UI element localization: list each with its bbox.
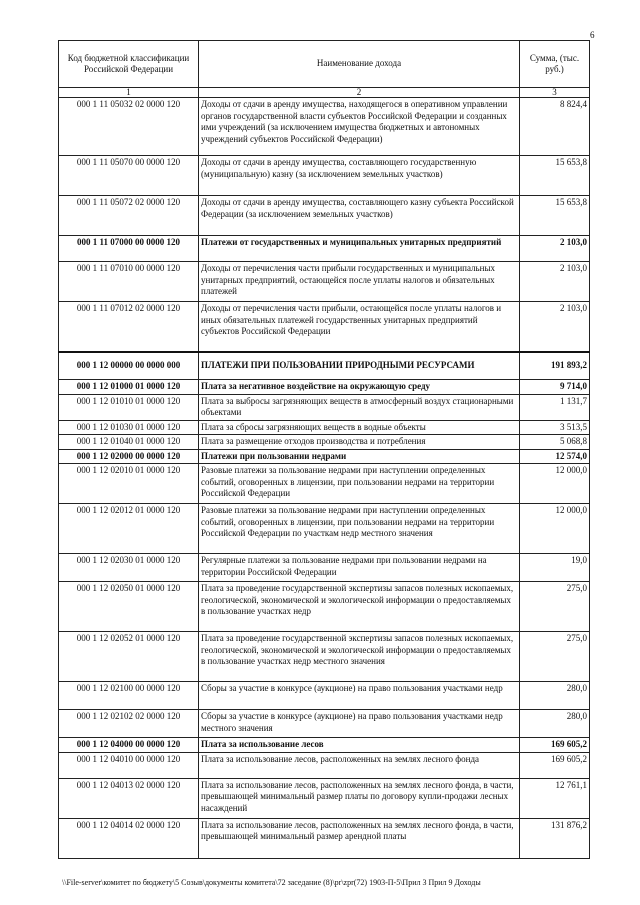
row-code: 000 1 11 05032 02 0000 120 — [59, 98, 199, 156]
row-sum: 191 893,2 — [520, 352, 590, 380]
revenue-table — [58, 40, 590, 859]
row-sum: 2 103,0 — [520, 262, 590, 302]
row-code: 000 1 12 02052 01 0000 120 — [59, 632, 199, 682]
column-numbers-row — [59, 88, 590, 98]
page-number: 6 — [590, 30, 595, 40]
header-code: Код бюджетной классификации Российской Федерации — [59, 41, 199, 88]
row-code: 000 1 11 05070 00 0000 120 — [59, 156, 199, 196]
row-name: Платежи от государственных и муниципальных унитарных предприятий — [199, 236, 520, 262]
row-name: Плата за выбросы загрязняющих веществ в атмосферный воздух стационарными объектами — [199, 394, 520, 420]
row-code: 000 1 12 04000 00 0000 120 — [59, 738, 199, 753]
row-sum: 1 131,7 — [520, 394, 590, 420]
row-sum: 12 574,0 — [520, 449, 590, 464]
row-code: 000 1 12 02030 01 0000 120 — [59, 554, 199, 582]
row-name: Доходы от сдачи в аренду имущества, составляющего государственную (муниципальную) казну (за исключением земельных участков) — [199, 156, 520, 196]
row-sum: 3 513,5 — [520, 420, 590, 435]
row-name: Доходы от сдачи в аренду имущества, находящегося в оперативном управлении органов государственной власти субъектов Российской Федерации и созданных ими учреждений (за исключением имущества бюджетных и автономных учреждений субъектов Российской Федерации) — [199, 98, 520, 156]
row-name: Плата за использование лесов, расположенных на землях лесного фонда, в части, превышающей минимальный размер платы по договору купли-продажи лесных насаждений — [199, 778, 520, 818]
row-name: Разовые платежи за пользование недрами при наступлении определенных событий, оговоренных в лицензии, при пользовании недрами на территории Российской Федерации — [199, 464, 520, 504]
row-name: Плата за размещение отходов производства и потребления — [199, 435, 520, 450]
row-name: Доходы от перечисления части прибыли, остающейся после уплаты налогов и иных обязательных платежей государственных унитарных предприятий субъектов Российской Федерации — [199, 302, 520, 352]
table-row — [59, 380, 590, 395]
table-row — [59, 420, 590, 435]
file-path-footer: \\File-server\комитет по бюджету\5 Созыв\документы комитета\72 заседание (8)\pr\zpr(72) 1903-П-5\Прил 3 Прил 9 Доходы — [62, 878, 481, 887]
row-code: 000 1 12 01040 01 0000 120 — [59, 435, 199, 450]
row-sum: 12 000,0 — [520, 504, 590, 554]
table-row — [59, 262, 590, 302]
row-sum: 12 761,1 — [520, 778, 590, 818]
row-name: Плата за использование лесов, расположенных на землях лесного фонда, в части, превышающей минимальный размер арендной платы — [199, 818, 520, 858]
row-name: Сборы за участие в конкурсе (аукционе) на право пользования участками недр — [199, 682, 520, 710]
row-name: Плата за негативное воздействие на окружающую среду — [199, 380, 520, 395]
row-sum: 9 714,0 — [520, 380, 590, 395]
row-sum: 169 605,2 — [520, 752, 590, 778]
row-sum: 280,0 — [520, 710, 590, 738]
row-code: 000 1 11 07012 02 0000 120 — [59, 302, 199, 352]
row-sum: 2 103,0 — [520, 302, 590, 352]
row-sum: 12 000,0 — [520, 464, 590, 504]
row-name: Платежи при пользовании недрами — [199, 449, 520, 464]
row-code: 000 1 11 07000 00 0000 120 — [59, 236, 199, 262]
row-code: 000 1 11 05072 02 0000 120 — [59, 196, 199, 236]
table-row — [59, 818, 590, 858]
row-code: 000 1 12 02000 00 0000 120 — [59, 449, 199, 464]
row-name: ПЛАТЕЖИ ПРИ ПОЛЬЗОВАНИИ ПРИРОДНЫМИ РЕСУРСАМИ — [199, 352, 520, 380]
table-row — [59, 196, 590, 236]
table-row — [59, 752, 590, 778]
row-sum: 131 876,2 — [520, 818, 590, 858]
row-name: Плата за сбросы загрязняющих веществ в водные объекты — [199, 420, 520, 435]
table-row — [59, 778, 590, 818]
row-code: 000 1 12 02102 02 0000 120 — [59, 710, 199, 738]
table-row — [59, 394, 590, 420]
header-sum: Сумма, (тыс. руб.) — [520, 41, 590, 88]
row-sum: 275,0 — [520, 632, 590, 682]
table-row — [59, 435, 590, 450]
table-row — [59, 464, 590, 504]
table-row — [59, 236, 590, 262]
row-sum: 2 103,0 — [520, 236, 590, 262]
table-header-row — [59, 41, 590, 88]
row-name: Плата за использование лесов, расположенных на землях лесного фонда — [199, 752, 520, 778]
row-sum: 15 653,8 — [520, 196, 590, 236]
table-row — [59, 302, 590, 352]
row-code: 000 1 12 01010 01 0000 120 — [59, 394, 199, 420]
row-name: Разовые платежи за пользование недрами при наступлении определенных событий, оговоренных в лицензии, при пользовании недрами на территории Российской Федерации по участкам недр местного значения — [199, 504, 520, 554]
table-row — [59, 554, 590, 582]
table-row — [59, 449, 590, 464]
row-code: 000 1 12 01030 01 0000 120 — [59, 420, 199, 435]
row-name: Плата за проведение государственной экспертизы запасов полезных ископаемых, геологической, экономической и экологической информации о предоставляемых в пользование участках недр — [199, 582, 520, 632]
row-code: 000 1 12 02050 01 0000 120 — [59, 582, 199, 632]
row-sum: 8 824,4 — [520, 98, 590, 156]
row-name: Плата за использование лесов — [199, 738, 520, 753]
row-sum: 19,0 — [520, 554, 590, 582]
row-name: Доходы от сдачи в аренду имущества, составляющего казну субъекта Российской Федерации (за исключением земельных участков) — [199, 196, 520, 236]
row-code: 000 1 12 02100 00 0000 120 — [59, 682, 199, 710]
row-code: 000 1 12 04014 02 0000 120 — [59, 818, 199, 858]
table-row — [59, 632, 590, 682]
row-code: 000 1 11 07010 00 0000 120 — [59, 262, 199, 302]
row-code: 000 1 12 02010 01 0000 120 — [59, 464, 199, 504]
row-code: 000 1 12 04010 00 0000 120 — [59, 752, 199, 778]
table-row — [59, 352, 590, 380]
row-name: Сборы за участие в конкурсе (аукционе) на право пользования участками недр местного значения — [199, 710, 520, 738]
row-sum: 15 653,8 — [520, 156, 590, 196]
column-number-2: 2 — [199, 88, 520, 98]
row-name: Плата за проведение государственной экспертизы запасов полезных ископаемых, геологической, экономической и экологической информации о предоставляемых в пользование участках недр местного значения — [199, 632, 520, 682]
row-sum: 5 068,8 — [520, 435, 590, 450]
column-number-1: 1 — [59, 88, 199, 98]
column-number-3: 3 — [520, 88, 590, 98]
header-name: Наименование дохода — [199, 41, 520, 88]
table-row — [59, 98, 590, 156]
table-row — [59, 710, 590, 738]
row-name: Регулярные платежи за пользование недрами при пользовании недрами на территории Российской Федерации — [199, 554, 520, 582]
row-code: 000 1 12 02012 01 0000 120 — [59, 504, 199, 554]
row-sum: 275,0 — [520, 582, 590, 632]
row-sum: 280,0 — [520, 682, 590, 710]
row-code: 000 1 12 00000 00 0000 000 — [59, 352, 199, 380]
table-row — [59, 504, 590, 554]
table-row — [59, 156, 590, 196]
row-name: Доходы от перечисления части прибыли государственных и муниципальных унитарных предприятий, остающейся после уплаты налогов и обязательных платежей — [199, 262, 520, 302]
table-row — [59, 682, 590, 710]
row-code: 000 1 12 01000 01 0000 120 — [59, 380, 199, 395]
row-code: 000 1 12 04013 02 0000 120 — [59, 778, 199, 818]
table-row — [59, 738, 590, 753]
table-row — [59, 582, 590, 632]
row-sum: 169 605,2 — [520, 738, 590, 753]
